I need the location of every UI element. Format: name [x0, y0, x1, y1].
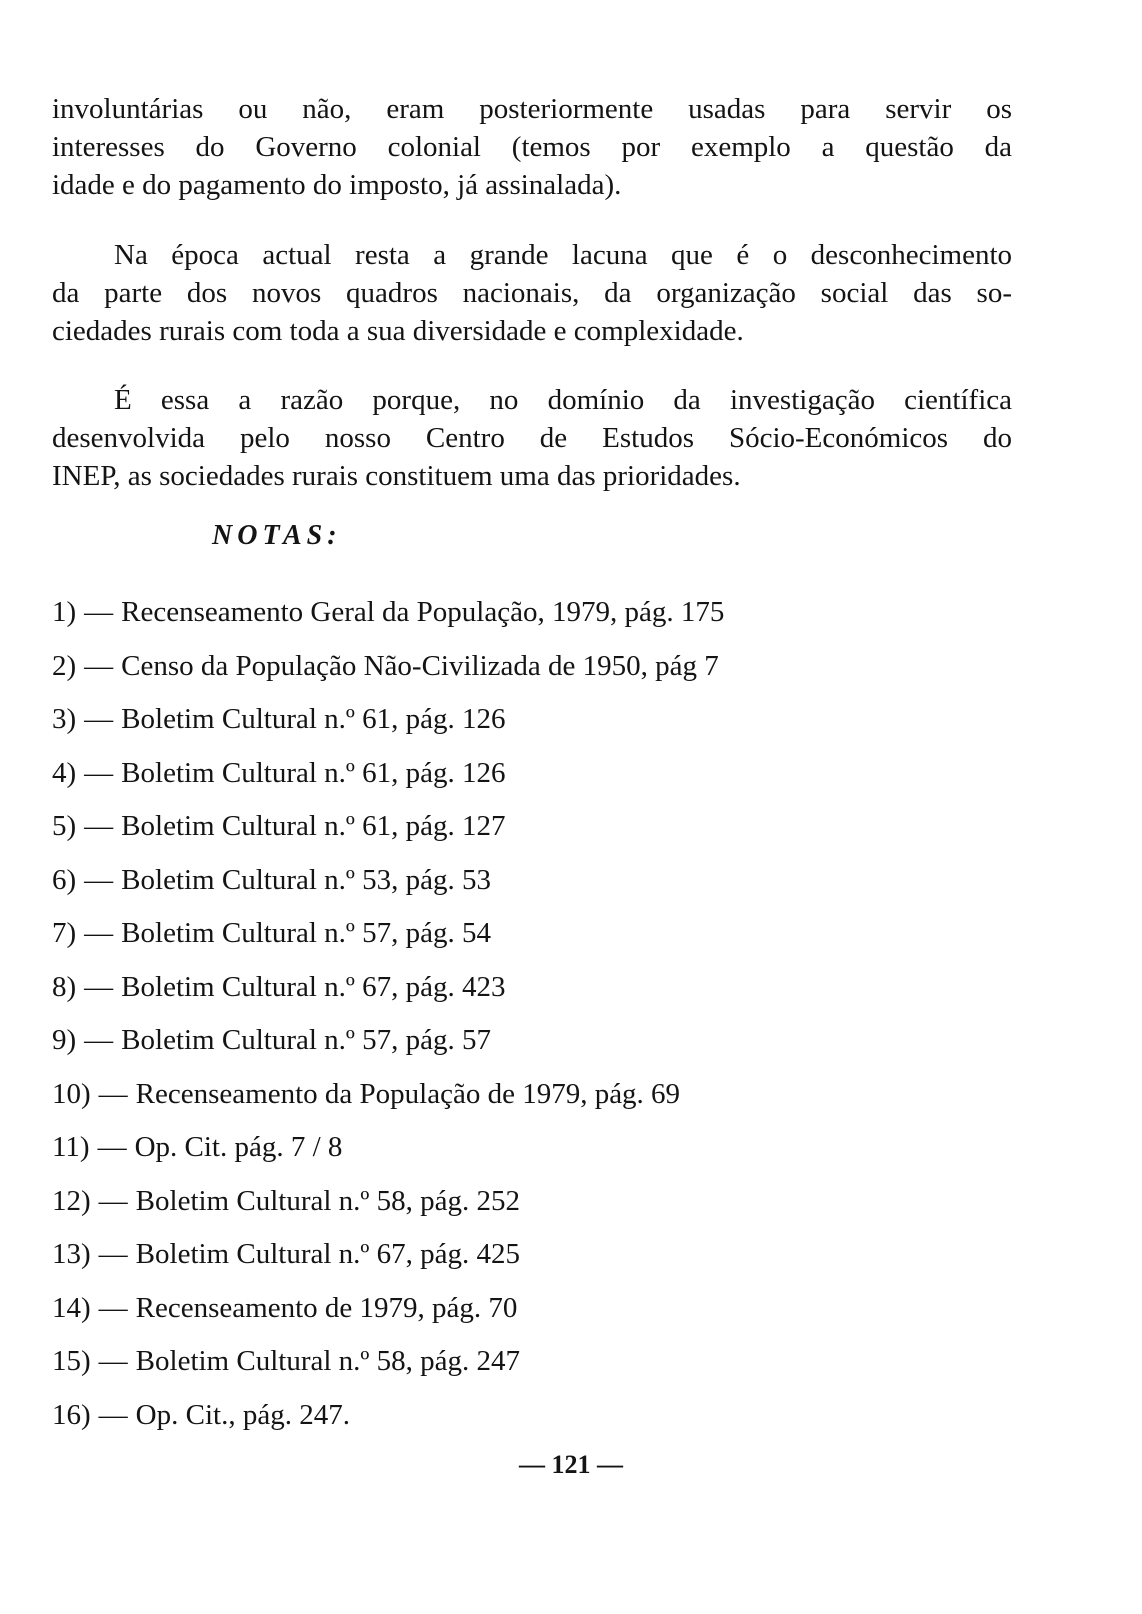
note-item: 16) — Op. Cit., pág. 247. — [52, 1398, 350, 1431]
note-item: 15) — Boletim Cultural n.º 58, pág. 247 — [52, 1345, 521, 1377]
text-line: da parte dos novos quadros nacionais, da organização social das so- — [52, 277, 1012, 309]
note-item: 7) — Boletim Cultural n.º 57, pág. 54 — [52, 917, 492, 949]
paragraph-1 — [52, 90, 1012, 204]
text-line: ciedades rurais com toda a sua diversidade e complexidade. — [52, 315, 744, 347]
note-item: 6) — Boletim Cultural n.º 53, pág. 53 — [52, 863, 492, 896]
text-line: desenvolvida pelo nosso Centro de Estudos Sócio-Económicos do — [52, 422, 1012, 454]
note-item: 14) — Recenseamento de 1979, pág. 70 — [52, 1291, 518, 1324]
note-item: 1) — Recenseamento Geral da População, 1979, pág. 175 — [52, 596, 725, 628]
text-line: idade e do pagamento do imposto, já assinalada). — [52, 169, 622, 201]
text-line: interesses do Governo colonial (temos por exemplo a questão da — [52, 131, 1012, 163]
note-item: 11) — Op. Cit. pág. 7 / 8 — [52, 1131, 343, 1163]
note-item: 2) — Censo da População Não-Civilizada de 1950, pág 7 — [52, 649, 719, 682]
notes-heading: NOTAS: — [212, 520, 342, 551]
page-number: — 121 — — [519, 1450, 623, 1479]
note-item: 12) — Boletim Cultural n.º 58, pág. 252 — [52, 1184, 521, 1217]
notes-list — [52, 586, 724, 1442]
text-line: É essa a razão porque, no domínio da investigação científica — [114, 384, 1012, 416]
note-item: 8) — Boletim Cultural n.º 67, pág. 423 — [52, 970, 506, 1003]
note-item: 9) — Boletim Cultural n.º 57, pág. 57 — [52, 1024, 492, 1056]
paragraph-3 — [52, 381, 1012, 495]
paragraph-2 — [52, 236, 1012, 350]
text-line: INEP, as sociedades rurais constituem uma das prioridades. — [52, 460, 741, 492]
note-item: 5) — Boletim Cultural n.º 61, pág. 127 — [52, 810, 506, 842]
note-item: 13) — Boletim Cultural n.º 67, pág. 425 — [52, 1238, 521, 1270]
note-item: 4) — Boletim Cultural n.º 61, pág. 126 — [52, 756, 506, 789]
text-line: Na época actual resta a grande lacuna que é o desconhecimento — [114, 239, 1012, 271]
text-line: involuntárias ou não, eram posteriormente usadas para servir os — [52, 93, 1012, 125]
note-item: 3) — Boletim Cultural n.º 61, pág. 126 — [52, 703, 506, 735]
note-item: 10) — Recenseamento da População de 1979, pág. 69 — [52, 1077, 681, 1110]
